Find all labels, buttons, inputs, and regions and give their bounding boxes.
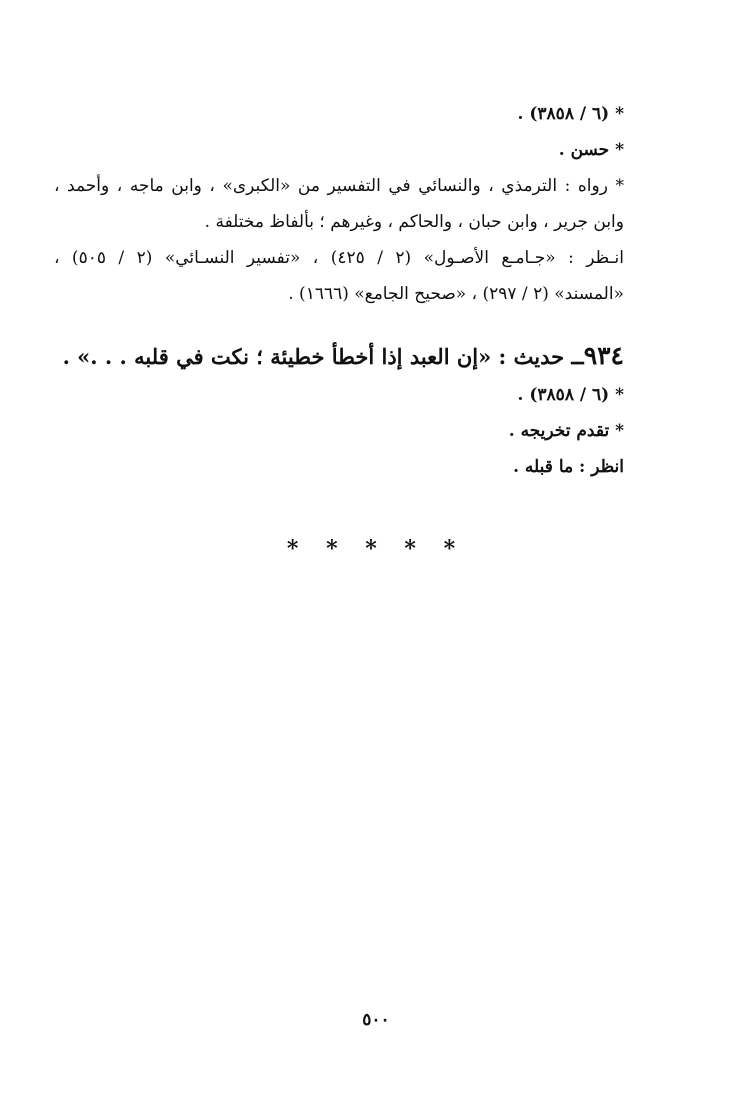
entry-934 (54, 336, 624, 485)
section-separator: * * * * * (286, 536, 466, 562)
hadith-number: ٩٣٤ (583, 341, 624, 370)
hadith-title: ــ حديث : «إن العبد إذا أخطأ خطيئة ؛ نكت في قلبه . . .» . (62, 344, 584, 369)
takhrij-note: * تقدم تخريجه . (508, 421, 624, 441)
previous-entry (54, 96, 624, 312)
source-reference: * (٦ / ٣٨٥٨) . (517, 104, 624, 124)
narration-line-1: * رواه : الترمذي ، والنسائي في التفسير من «الكبرى» ، وابن ماجه ، وأحمد ، (54, 176, 624, 196)
narration-line-2: وابن جرير ، وابن حبان ، والحاكم ، وغيرهم ؛ بألفاظ مختلفة . (204, 212, 624, 232)
see-previous: انظر : ما قبله . (513, 457, 624, 477)
hadith-grade: * حسن . (558, 140, 624, 160)
see-also-line-1: انـظر : «جـامـع الأصـول» (٢ / ٤٢٥) ، «تفسير النسـائي» (٢ / ٥٠٥) ، (54, 248, 625, 268)
page-number: ٥٠٠ (362, 1010, 390, 1030)
source-reference: * (٦ / ٣٨٥٨) . (517, 385, 624, 405)
hadith-heading (54, 336, 624, 377)
see-also-line-2: «المسند» (٢ / ٢٩٧) ، «صحيح الجامع» (١٦٦٦) . (288, 284, 624, 304)
